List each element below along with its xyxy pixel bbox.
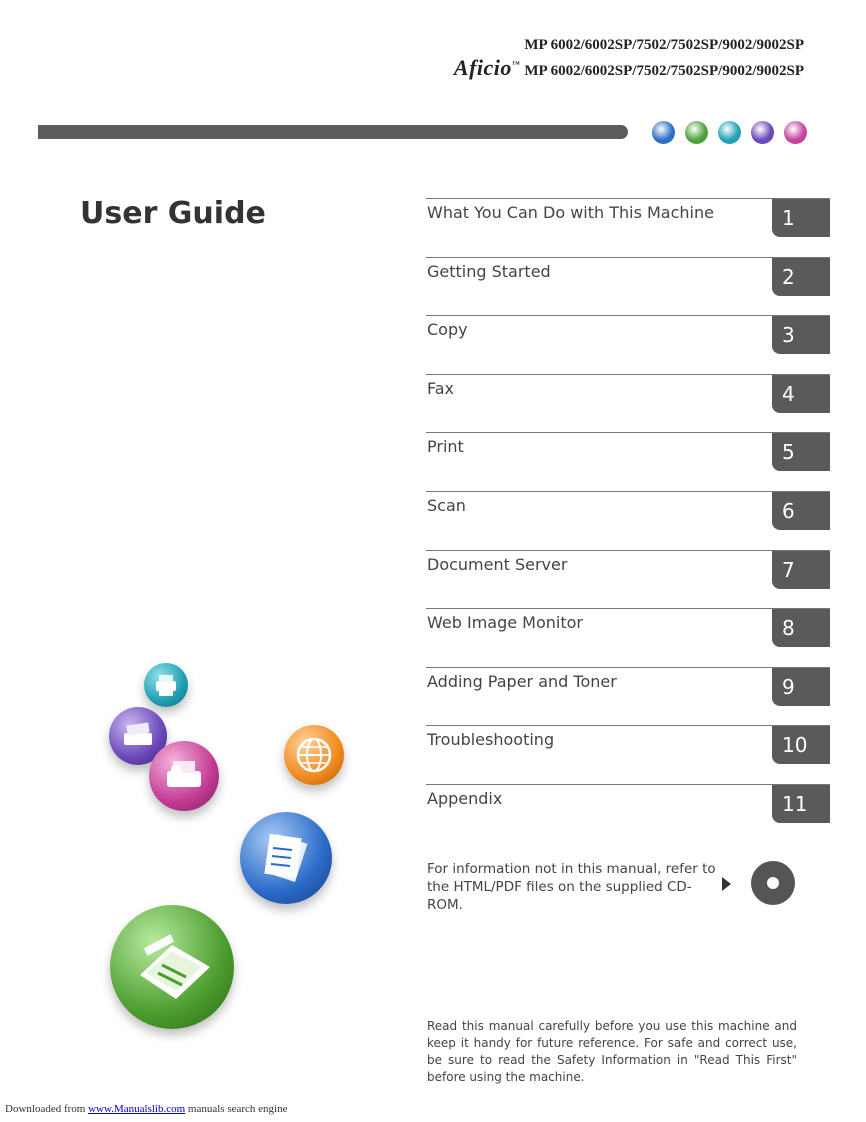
toc-item-label: Adding Paper and Toner: [427, 671, 617, 691]
chapter-number-tab[interactable]: 10: [772, 726, 830, 764]
printer-icon: [144, 663, 188, 707]
fax-icon: [149, 741, 219, 811]
color-dot: [685, 121, 708, 144]
toc-item[interactable]: [426, 608, 830, 647]
brand-logo: Aficio™: [453, 55, 521, 80]
toc-item[interactable]: [426, 374, 830, 413]
toc-item-label: Troubleshooting: [427, 730, 555, 750]
chapter-number-tab[interactable]: 4: [772, 375, 830, 413]
toc-item[interactable]: [426, 667, 830, 706]
web-globe-icon: [284, 725, 344, 785]
toc-item[interactable]: [426, 725, 830, 764]
color-dot: [751, 121, 774, 144]
chapter-number-tab[interactable]: 7: [772, 551, 830, 589]
chapter-number-tab[interactable]: 8: [772, 609, 830, 647]
chapter-number-tab[interactable]: 6: [772, 492, 830, 530]
model-list-line1: MP 6002/6002SP/7502/7502SP/9002/9002SP: [524, 37, 804, 53]
model-list-line2: Aficio™ MP 6002/6002SP/7502/7502SP/9002/9002SP: [453, 55, 804, 80]
toc-item-label: Print: [427, 437, 464, 457]
toc-item[interactable]: [426, 491, 830, 530]
toc-item[interactable]: [426, 784, 830, 823]
toc-item[interactable]: [426, 257, 830, 296]
toc-item[interactable]: [426, 315, 830, 354]
toc-item[interactable]: [426, 198, 830, 237]
function-icons: [100, 655, 360, 1055]
cd-rom-icon: [751, 861, 795, 905]
document-icon: [240, 812, 332, 904]
footer-download-note: Downloaded from www.Manualslib.com manuals search engine: [5, 1103, 288, 1115]
toc-item[interactable]: [426, 550, 830, 589]
chapter-number-tab[interactable]: 9: [772, 668, 830, 706]
chapter-number-tab[interactable]: 11: [772, 785, 830, 823]
manualslib-link[interactable]: www.Manualslib.com: [88, 1103, 186, 1115]
page-title: User Guide: [80, 196, 266, 231]
scanner-icon: [110, 905, 234, 1029]
arrow-right-icon: [722, 877, 731, 891]
cd-rom-note: For information not in this manual, refer to the HTML/PDF files on the supplied CD-ROM.: [427, 861, 716, 913]
chapter-number-tab[interactable]: 2: [772, 258, 830, 296]
toc-item-label: Web Image Monitor: [427, 613, 583, 633]
header-bar: [38, 125, 628, 139]
toc-item-label: Appendix: [427, 789, 503, 808]
color-dot: [718, 121, 741, 144]
color-dot: [784, 121, 807, 144]
toc-item-label: Fax: [427, 378, 455, 398]
toc-item-label: Scan: [427, 496, 466, 515]
toc-item-label: What You Can Do with This Machine: [427, 203, 714, 222]
chapter-number-tab[interactable]: 1: [772, 199, 830, 237]
toc-item-label: Copy: [427, 320, 468, 340]
chapter-number-tab[interactable]: 5: [772, 433, 830, 471]
toc-item[interactable]: [426, 432, 830, 471]
color-dot: [652, 121, 675, 144]
chapter-number-tab[interactable]: 3: [772, 316, 830, 354]
safety-read-note: Read this manual carefully before you use this machine and keep it handy for future reference. For safe and correct use, be sure to read the Safety Information in "Read This First" before using the machine.: [427, 1019, 797, 1084]
toc-item-label: Document Server: [427, 554, 568, 574]
toc-item-label: Getting Started: [427, 261, 551, 281]
color-dots: [652, 121, 807, 144]
